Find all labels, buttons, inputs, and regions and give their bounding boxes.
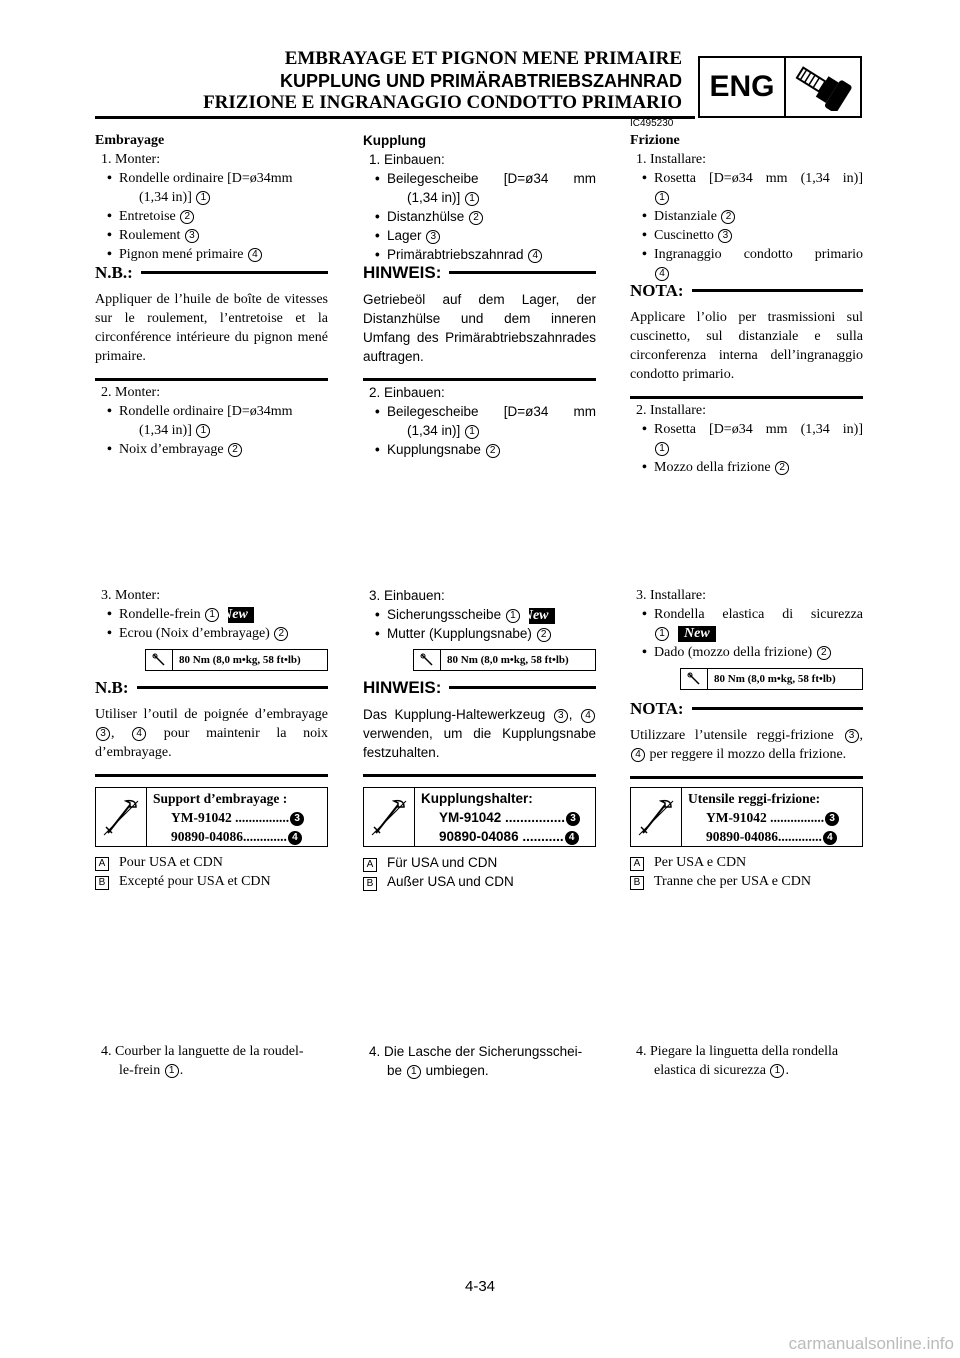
callout-1: 1	[196, 191, 210, 205]
fr-special-tool: Support d’embrayage : YM-91042 ................ 3 90890-04086............. 4 A Pour USA et CDN B Excepté pour USA et CDN	[95, 787, 328, 891]
fr-step1-item4: • Pignon mené primaire 4	[95, 245, 328, 264]
de-step1: Kupplung 1. Einbauen: • Beilegescheibe [D=ø34 mm (1,34 in)] 1 • Distanzhülse 2 • Lager 3 • Primärabtriebszahnrad 4	[363, 133, 596, 262]
fr-step1-item1: • Rondelle ordinaire [D=ø34mm	[107, 171, 293, 186]
page-number: 4-34	[464, 1278, 496, 1295]
de-step4: 4. Die Lasche der Sicherungsschei- be 1 umbiegen.	[369, 1044, 583, 1078]
special-tool-icon	[631, 788, 682, 846]
de-special-tool: Kupplungshalter: YM-91042 ................ 3 90890-04086 ........... 4 A Für USA und CDN B Außer USA und CDN	[363, 787, 596, 891]
special-tool-icon	[96, 788, 147, 846]
fr-note1	[95, 261, 328, 381]
callout-4: 4	[248, 248, 262, 262]
torque-wrench-icon	[146, 650, 173, 670]
fr-step1-item1-cont: (1,34 in)] 1	[95, 188, 328, 207]
de-step3: 3. Einbauen: • Sicherungsscheibe 1 New • Mutter (Kupplungsnabe) 2 80 Nm (8,0 m•kg, 58 ft•lb)	[363, 586, 596, 671]
de-note2: HINWEIS: Das Kupplung-Haltewerkzeug 3 , 4 verwenden, um die Kupplungsnabe festzuhalten.	[363, 676, 596, 777]
callout-2: 2	[228, 443, 242, 457]
fr-step1-item3: • Roulement 3	[95, 226, 328, 245]
it-step3: 3. Installare: • Rondella elastica di sicurezza 1 New • Dado (mozzo della frizione) 2 80 Nm (8,0 m•kg, 58 ft•lb)	[630, 586, 863, 690]
fr-note2	[95, 676, 328, 777]
it-step2: 2. Installare: • Rosetta [D=ø34 mm (1,34 in)] 1 • Mozzo della frizione 2	[636, 403, 863, 475]
it-special-tool: Utensile reggi-frizione: YM-91042 ................ 3 90890-04086............. 4 A Per USA e CDN B Tranne che per USA e CDN	[630, 787, 863, 891]
header-titles	[150, 48, 682, 114]
document-code: IC495230	[630, 118, 674, 129]
title-german: KUPPLUNG UND PRIMÄRABTRIEBSZAHNRAD	[280, 71, 682, 91]
it-step1: Frizione 1. Installare: • Rosetta [D=ø34 mm (1,34 in)] 1 • Distanziale 2 • Cuscinetto 3 • Ingranaggio condotto primario 4	[630, 133, 863, 279]
fr-step2: 2. Monter: • Rondelle ordinaire [D=ø34mm (1,34 in)] 1 • Noix d’embrayage 2	[95, 383, 328, 459]
fr-torque-spec	[145, 649, 328, 671]
fr-step3-title: 3. Monter:	[101, 588, 161, 603]
it-note2: NOTA: Utilizzare l’utensile reggi-frizione 3 , 4 per reggere il mozzo della frizione.	[630, 697, 863, 779]
tool-title: Support d’embrayage :	[153, 791, 288, 806]
variant-a-marker: A	[95, 857, 109, 871]
de-note1: HINWEIS: Getriebeöl auf dem Lager, der Distanzhülse und dem inneren Umfang des Primärabtriebszahnrades auftragen.	[363, 261, 596, 381]
section-label: ENG	[700, 58, 786, 116]
fr-step1	[95, 131, 328, 264]
torque-wrench-icon	[414, 650, 441, 670]
engine-bolt-icon	[786, 58, 860, 116]
fr-step1-item2: • Entretoise 2	[95, 207, 328, 226]
title-italian: FRIZIONE E INGRANAGGIO CONDOTTO PRIMARIO	[203, 92, 682, 113]
fr-note1-title: N.B.:	[95, 263, 133, 282]
it-note1: NOTA: Applicare l’olio per trasmissioni sul cuscinetto, sul distanziale e sulla circonferenza interna dell’ingranaggio condotto primario.	[630, 279, 863, 399]
fr-heading: Embrayage	[95, 133, 165, 148]
fr-note2-text: Utiliser l’outil de poignée d’embrayage 3 , 4 pour maintenir la noix d’embrayage.	[95, 707, 328, 760]
watermark: carmanualsonline.info	[788, 1334, 954, 1353]
fr-note2-title: N.B:	[95, 678, 129, 697]
fr-step2-title: 2. Monter:	[101, 385, 161, 400]
torque-value: 80 Nm (8,0 m•kg, 58 ft•lb)	[179, 653, 301, 666]
callout-1: 1	[205, 608, 219, 622]
callout-1: 1	[196, 424, 210, 438]
callout-2: 2	[180, 210, 194, 224]
special-tool-icon	[364, 788, 415, 846]
torque-wrench-icon	[681, 669, 708, 689]
de-heading: Kupplung	[363, 133, 426, 148]
fr-note1-text: Appliquer de l’huile de boîte de vitesses sur le roulement, l’entretoise et la circonférence intérieure du pignon mené primaire.	[95, 292, 328, 364]
variant-b-marker: B	[95, 876, 109, 890]
fr-step1-title: 1. Monter:	[101, 152, 161, 167]
header-rule	[95, 116, 695, 119]
it-step4: 4. Piegare la linguetta della rondella elastica di sicurezza 1 .	[636, 1044, 839, 1078]
new-part-badge: New	[228, 607, 254, 623]
title-french: EMBRAYAGE ET PIGNON MENE PRIMAIRE	[284, 48, 682, 69]
fr-step4: 4. Courber la languette de la roudel- le-frein 1 .	[101, 1044, 304, 1078]
callout-2: 2	[274, 627, 288, 641]
callout-3: 3	[185, 229, 199, 243]
fr-step3: 3. Monter: • Rondelle-frein 1 New • Ecrou (Noix d’embrayage) 2 80 Nm (8,0 m•kg, 58 ft•lb)	[95, 586, 328, 671]
de-step2: 2. Einbauen: • Beilegescheibe [D=ø34 mm (1,34 in)] 1 • Kupplungsnabe 2	[369, 385, 596, 457]
section-badge	[698, 56, 862, 118]
